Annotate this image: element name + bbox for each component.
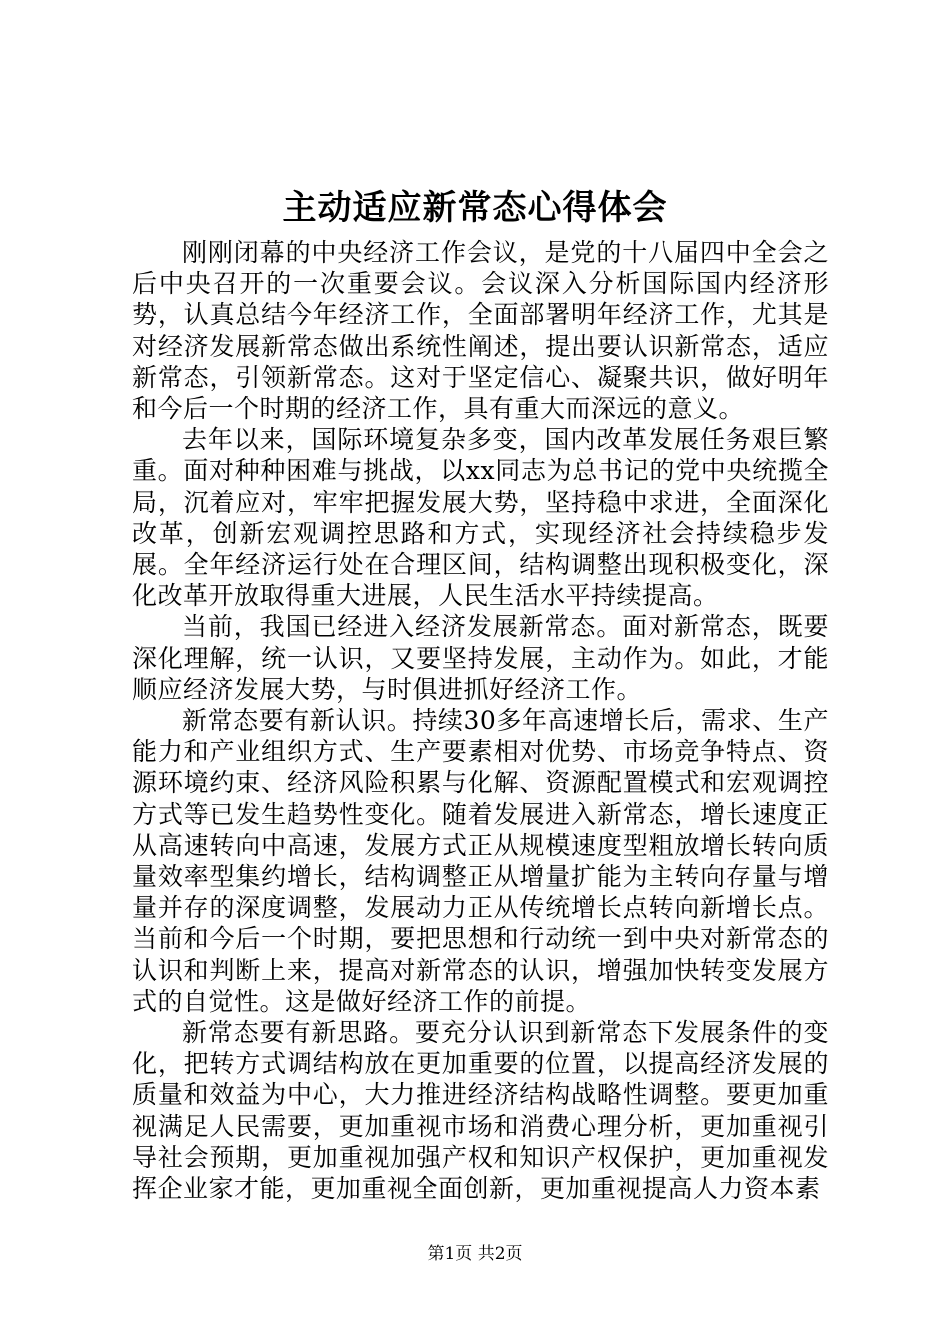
paragraph: 新常态要有新思路。要充分认识到新常态下发展条件的变化，把转方式调结构放在更加重要的位置，以提高经济发展的质量和效益为中心，大力推进经济结构战略性调整。要更加重视满足人民需要，更加重视市场和消费心理分析，更加重视引导社会预期，更加重视加强产权和知识产权保护，更加重视发挥企业家才能，更加重视全面创新，更加重视提高人力资本素 <box>132 1018 829 1204</box>
paragraph: 新常态要有新认识。持续30多年高速增长后，需求、生产能力和产业组织方式、生产要素相对优势、市场竞争特点、资源环境约束、经济风险积累与化解、资源配置模式和宏观调控方式等已发生趋势性变化。随着发展进入新常态，增长速度正从高速转向中高速，发展方式正从规模速度型粗放增长转向质量效率型集约增长，结构调整正从增量扩能为主转向存量与增量并存的深度调整，发展动力正从传统增长点转向新增长点。当前和今后一个时期，要把思想和行动统一到中央对新常态的认识和判断上来，提高对新常态的认识，增强加快转变发展方式的自觉性。这是做好经济工作的前提。 <box>132 706 829 1016</box>
page-footer: 第1页 共2页 <box>427 1244 523 1264</box>
document-title: 主动适应新常态心得体会 <box>282 188 668 228</box>
paragraph: 刚刚闭幕的中央经济工作会议，是党的十八届四中全会之后中央召开的一次重要会议。会议深入分析国际国内经济形势，认真总结今年经济工作，全面部署明年经济工作，尤其是对经济发展新常态做出系统性阐述，提出要认识新常态，适应新常态，引领新常态。这对于坚定信心、凝聚共识，做好明年和今后一个时期的经济工作，具有重大而深远的意义。 <box>132 238 829 424</box>
document-body <box>132 237 829 1204</box>
paragraph: 去年以来，国际环境复杂多变，国内改革发展任务艰巨繁重。面对种种困难与挑战，以xx同志为总书记的党中央统揽全局，沉着应对，牢牢把握发展大势，坚持稳中求进，全面深化改革，创新宏观调控思路和方式，实现经济社会持续稳步发展。全年经济运行处在合理区间，结构调整出现积极变化，深化改革开放取得重大进展，人民生活水平持续提高。 <box>132 425 829 611</box>
paragraph: 当前，我国已经进入经济发展新常态。面对新常态，既要深化理解，统一认识，又要坚持发展，主动作为。如此，才能顺应经济发展大势，与时俱进抓好经济工作。 <box>132 612 829 704</box>
